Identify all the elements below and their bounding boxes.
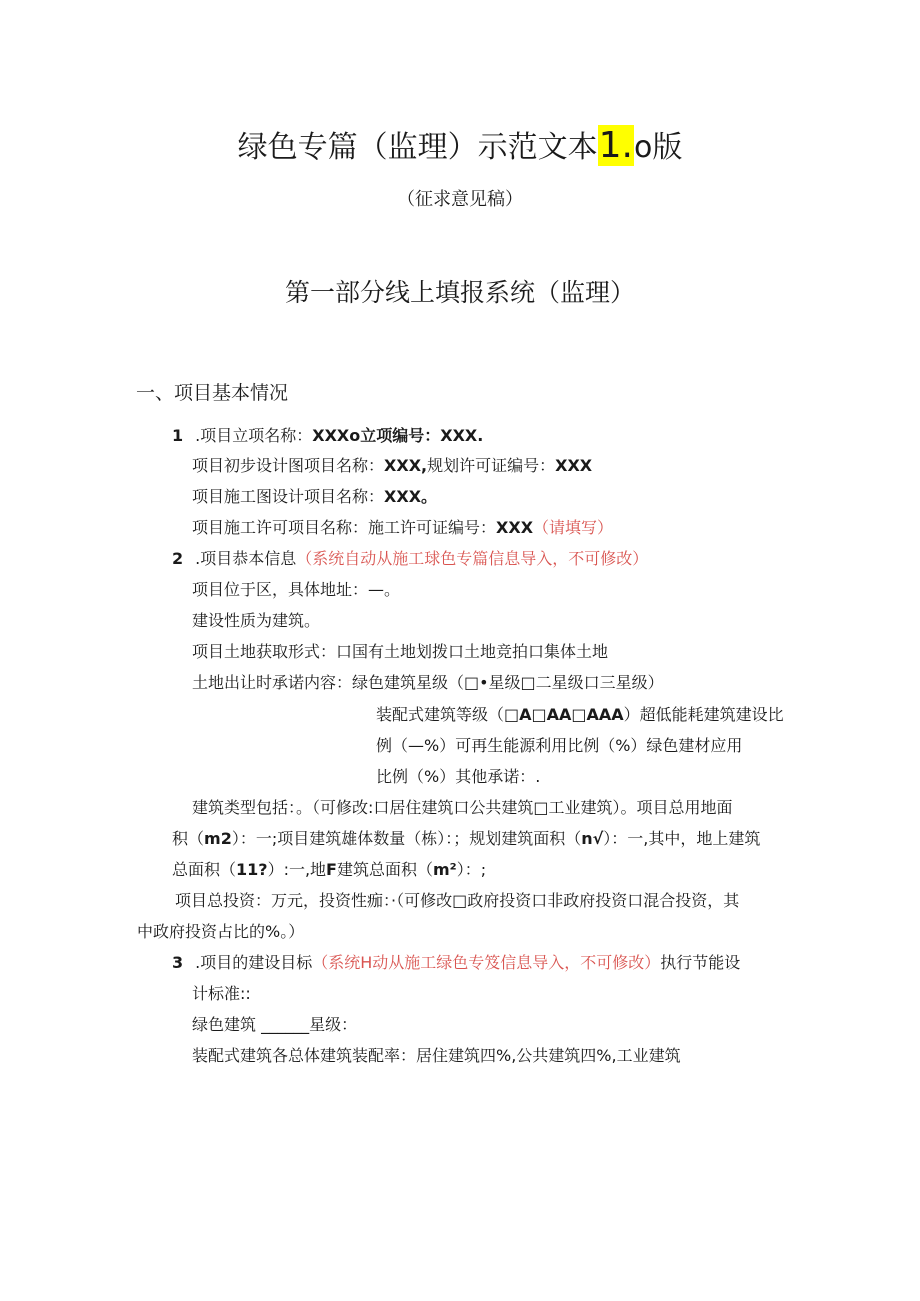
text-span: ）：一;项目建筑雄体数量（栋）：；规划建筑面积（ [231, 829, 582, 848]
paragraph-line [172, 860, 486, 880]
item-1-line [172, 426, 483, 446]
text-span: m2 [204, 829, 232, 848]
paragraph-line: 计标准:: [192, 984, 251, 1003]
text-span: XXX [496, 518, 534, 537]
item-label: .项目的建设目标 [195, 953, 313, 972]
text-span: □A□AA□AAA [504, 705, 624, 724]
title-suffix: o版 [634, 130, 683, 165]
part-heading: 第一部分线上填报系统（监理） [284, 278, 635, 307]
text-span: 建筑总面积（ [336, 860, 433, 879]
item-2-line [172, 549, 648, 569]
title-version-highlight: 1. [598, 125, 633, 166]
text-span: ）：一,其中，地上建筑 [603, 829, 761, 848]
paragraph-line: 项目土地获取形式：口国有土地划拨口土地竞拍口集体土地 [192, 642, 609, 661]
paragraph-line [172, 829, 760, 849]
paragraph-line [192, 487, 437, 507]
text-span: XXX [555, 456, 593, 475]
item-label: .项目恭本信息 [195, 549, 297, 568]
system-note: （系统H动从施工绿色专笈信息导入，不可修改） [312, 953, 661, 972]
paragraph-line: 绿色建筑 ______星级： [192, 1015, 358, 1034]
item-3-line [172, 953, 740, 973]
item-number: 1 [172, 426, 184, 445]
text-span: 项目施工许可项目名称：施工许可证编号： [192, 518, 497, 537]
text-span: 总面积（ [172, 860, 237, 879]
text-span: XXX, [384, 456, 428, 475]
paragraph-line: 中政府投资占比的%。） [137, 922, 305, 941]
text-span: 积（ [172, 829, 205, 848]
paragraph-line: 建设性质为建筑。 [192, 611, 321, 630]
text-span: ）:一,地 [267, 860, 327, 879]
paragraph-line: 项目总投资：万元，投资性痂：·（可修改□政府投资口非政府投资口混合投资，其 [175, 891, 740, 910]
text-span: 项目初步设计图项目名称： [192, 456, 385, 475]
paragraph-line: 装配式建筑各总体建筑装配率：居住建筑四%,公共建筑四%,工业建筑 [192, 1046, 681, 1065]
paragraph-line: 建筑类型包括：。（可修改:口居住建筑口公共建筑□工业建筑）。项目总用地面 [192, 798, 733, 817]
paragraph-line: 项目位于区，具体地址：—。 [192, 580, 401, 599]
paragraph-line: 比例（%）其他承诺：. [376, 767, 541, 786]
item-value: XXXo立项编号：XXX. [312, 426, 484, 445]
item-number: 3 [172, 953, 184, 972]
text-span: 装配式建筑等级（ [376, 705, 505, 724]
paragraph-line: 土地出让时承诺内容：绿色建筑星级（□•星级□二星级口三星级） [192, 673, 664, 692]
text-span: 规划许可证编号： [427, 456, 556, 475]
item-label: .项目立项名称： [195, 426, 313, 445]
item-tail: 执行节能设 [660, 953, 741, 972]
item-number: 2 [172, 549, 184, 568]
text-span: m² [433, 860, 457, 879]
paragraph-line [192, 518, 613, 538]
paragraph-line [376, 705, 784, 725]
paragraph-line [192, 456, 592, 476]
system-note: （系统自动从施工球色专篇信息导入，不可修改） [296, 549, 649, 568]
text-span: 11? [236, 860, 268, 879]
section-heading: 一、项目基本情况 [136, 382, 289, 404]
text-span: F [326, 860, 337, 879]
text-span: XXX。 [384, 487, 438, 506]
fill-in-note: （请填写） [533, 518, 614, 537]
text-span: ）：; [456, 860, 487, 879]
text-span: 项目施工图设计项目名称： [192, 487, 385, 506]
title-main: 绿色专篇（监理）示范文本 [237, 130, 598, 165]
document-subtitle: （征求意见稿） [397, 189, 523, 210]
document-title [0, 122, 920, 166]
paragraph-line: 例（—%）可再生能源利用比例（%）绿色建材应用 [376, 736, 743, 755]
text-span: n√ [581, 829, 604, 848]
text-span: ）超低能耗建筑建设比 [623, 705, 784, 724]
